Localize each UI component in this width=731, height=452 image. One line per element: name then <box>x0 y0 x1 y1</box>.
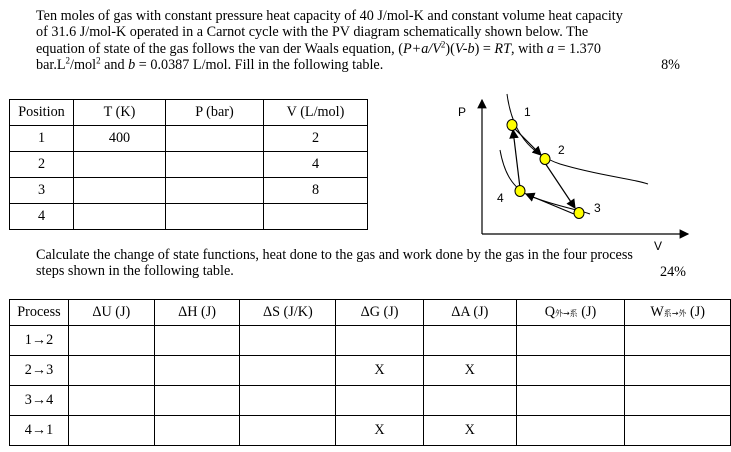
problem2-text <box>36 247 726 280</box>
header-work: W系→外 (J) <box>625 300 731 326</box>
header-delta-a: ΔA (J) <box>423 300 516 326</box>
table-row: 3 8 <box>10 178 368 204</box>
state-table-header <box>10 100 368 126</box>
problem1-weight: 8% <box>661 57 680 73</box>
table-row: 3→4 <box>10 386 731 416</box>
header-temperature: T (K) <box>74 100 166 126</box>
state-table <box>9 99 368 230</box>
process-2-3-arrow <box>545 163 575 208</box>
process-3-4-arrow <box>526 194 574 214</box>
header-process: Process <box>10 300 69 326</box>
header-heat: Q外→系 (J) <box>516 300 625 326</box>
problem1-line1: Ten moles of gas with constant pressure heat capacity of 40 J/mol-K and constant volume heat capacity <box>36 8 623 24</box>
label-point-1: 1 <box>524 105 531 119</box>
table-row: 1 400 2 <box>10 126 368 152</box>
v-axis-label: V <box>654 239 663 252</box>
table-row: 2→3 X X <box>10 356 731 386</box>
problem1-line3: equation of state of the gas follows the van der Waals equation, $(P+a/V^2)(V-b)$ = RT, with a = 1.370 <box>36 39 601 57</box>
state-point-1 <box>507 120 517 131</box>
problem2-weight: 24% <box>659 264 686 280</box>
problem1-line4: $bar.L^2/mol^2$ and b = 0.0387 L/mol. Fill in the following table. <box>36 55 384 74</box>
table-row: 1→2 <box>10 326 731 356</box>
state-point-3 <box>574 208 584 219</box>
label-point-2: 2 <box>558 143 565 157</box>
problem2-line2: steps shown in the following table. <box>36 263 234 280</box>
header-pressure: P (bar) <box>166 100 264 126</box>
table-row: 4→1 X X <box>10 416 731 446</box>
label-point-4: 4 <box>497 191 504 205</box>
header-delta-u: ΔU (J) <box>68 300 154 326</box>
state-point-2 <box>540 154 550 165</box>
process-table <box>9 299 731 446</box>
table-row: 2 4 <box>10 152 368 178</box>
header-delta-h: ΔH (J) <box>154 300 240 326</box>
process-table-header <box>10 300 731 326</box>
header-delta-s: ΔS (J/K) <box>240 300 336 326</box>
header-volume: V (L/mol) <box>264 100 368 126</box>
table-row: 4 <box>10 204 368 230</box>
p-axis-label: P <box>458 105 467 119</box>
header-delta-g: ΔG (J) <box>336 300 424 326</box>
problem2-line1: Calculate the change of state functions, heat done to the gas and work done by the gas in the four process <box>36 247 633 263</box>
process-4-1-arrow <box>513 130 520 188</box>
state-point-4 <box>515 186 525 197</box>
problem1-text <box>36 8 716 74</box>
label-point-3: 3 <box>594 201 601 215</box>
process-1-2-arrow <box>512 126 541 155</box>
header-position: Position <box>10 100 74 126</box>
problem1-line2: of 31.6 J/mol-K operated in a Carnot cycle with the PV diagram schematically shown below. The <box>36 24 589 41</box>
pv-diagram <box>440 92 700 252</box>
